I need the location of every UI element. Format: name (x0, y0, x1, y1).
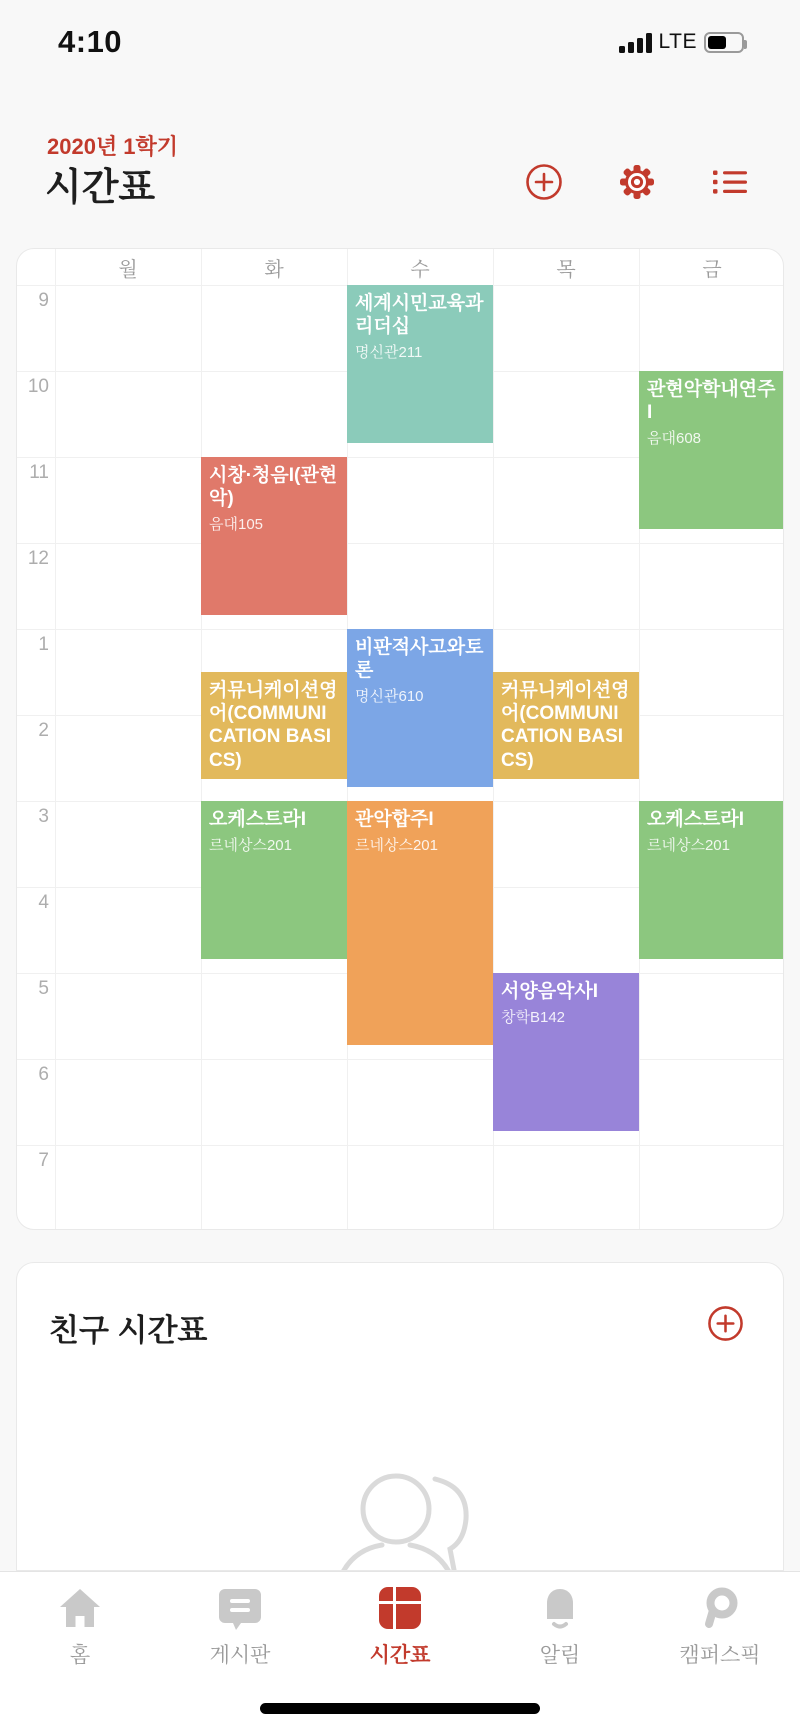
grid-line (17, 1059, 783, 1060)
time-label: 4 (38, 892, 49, 913)
timetable-icon (377, 1586, 423, 1630)
course-block[interactable] (347, 285, 493, 443)
friend-section-title: 친구 시간표 (49, 1313, 208, 1348)
add-timetable-button[interactable] (522, 160, 566, 204)
day-header-mon: 월 (118, 258, 138, 281)
course-name: 세계시민교육과리더십 (355, 293, 484, 338)
course-name: 시창·청음I(관현악) (209, 465, 338, 510)
home-icon (57, 1586, 103, 1630)
board-icon (217, 1586, 263, 1630)
grid-line (17, 543, 783, 544)
time-label: 2 (38, 720, 49, 741)
tab-label: 게시판 (209, 1644, 271, 1667)
tab-label: 시간표 (369, 1644, 431, 1667)
course-location: 르네상스201 (209, 837, 292, 855)
tab-label: 알림 (539, 1644, 581, 1667)
course-block[interactable] (639, 371, 784, 529)
status-icons (619, 30, 744, 54)
day-header-fri: 금 (702, 258, 722, 281)
add-circle-icon (707, 1305, 744, 1342)
tab-campuspick[interactable] (640, 1572, 800, 1732)
time-label: 10 (27, 376, 49, 397)
course-location: 음대105 (209, 516, 264, 534)
course-name: 서양음악사I (501, 981, 599, 1002)
course-name: 관악합주I (355, 809, 434, 830)
status-time: 4:10 (58, 24, 123, 59)
page-title: 시간표 (45, 167, 156, 209)
time-label: 5 (38, 978, 49, 999)
time-label: 1 (38, 634, 49, 655)
time-label: 3 (38, 806, 49, 827)
settings-button[interactable] (615, 160, 659, 204)
course-block[interactable] (201, 672, 347, 779)
time-label: 9 (38, 290, 49, 311)
add-friend-button[interactable] (705, 1303, 745, 1343)
course-location: 르네상스201 (647, 837, 730, 855)
course-block[interactable] (493, 973, 639, 1131)
add-circle-icon (525, 163, 563, 201)
time-label: 11 (29, 462, 49, 483)
signal-icon (619, 32, 652, 53)
course-name: 비판적사고와토론 (355, 637, 484, 682)
tab-home[interactable] (0, 1572, 160, 1732)
course-block[interactable] (201, 801, 347, 959)
course-name: 오케스트라I (647, 809, 745, 830)
bell-icon (537, 1586, 583, 1630)
course-name: 커뮤니케이션영어(COMMUNICATION BASICS) (209, 680, 338, 771)
timetable-grid (16, 248, 784, 1230)
course-location: 창학B142 (501, 1009, 566, 1027)
day-header-thu: 목 (556, 258, 576, 281)
course-block[interactable] (493, 672, 639, 779)
grid-line (17, 1145, 783, 1146)
course-location: 음대608 (647, 430, 702, 448)
course-block[interactable] (201, 457, 347, 615)
time-label: 6 (38, 1064, 49, 1085)
friends-empty-silhouette-icon (311, 1449, 491, 1571)
tab-label: 홈 (69, 1644, 91, 1667)
course-block[interactable] (347, 629, 493, 787)
day-header-wed: 수 (410, 258, 430, 281)
course-name: 커뮤니케이션영어(COMMUNICATION BASICS) (501, 680, 630, 771)
grid-line (55, 249, 56, 1229)
time-label: 12 (27, 548, 49, 569)
course-location: 르네상스201 (355, 837, 438, 855)
list-icon (712, 169, 748, 195)
course-location: 명신관610 (355, 688, 424, 706)
campuspick-icon (697, 1586, 743, 1630)
course-block[interactable] (347, 801, 493, 1045)
friend-timetable-section (16, 1262, 784, 1571)
course-name: 관현악학내연주I (647, 379, 776, 424)
course-location: 명신관211 (355, 344, 423, 362)
day-header-tue: 화 (264, 258, 284, 281)
semester-label: 2020년 1학기 (47, 134, 179, 159)
course-block[interactable] (639, 801, 784, 959)
tab-label: 캠퍼스픽 (679, 1644, 761, 1667)
course-name: 오케스트라I (209, 809, 307, 830)
home-indicator[interactable] (260, 1703, 540, 1714)
network-type-label: LTE (658, 30, 697, 53)
timetable-list-button[interactable] (708, 160, 752, 204)
battery-icon (704, 32, 744, 53)
gear-icon (617, 162, 657, 202)
time-label: 7 (38, 1150, 49, 1171)
